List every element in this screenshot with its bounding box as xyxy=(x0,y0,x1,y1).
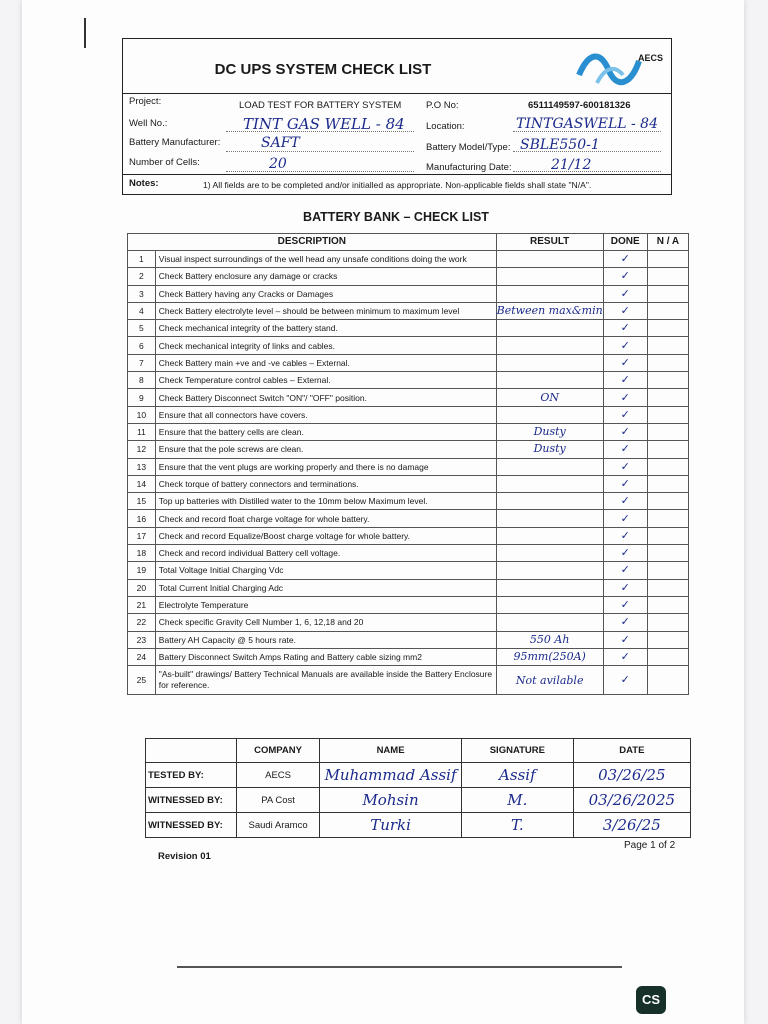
row-result xyxy=(496,579,603,596)
signoff-name: Muhammad Assif xyxy=(320,763,462,788)
row-done-check: ✓ xyxy=(603,666,647,695)
row-result: Dusty xyxy=(496,441,603,458)
row-na xyxy=(647,320,688,337)
col-na: N / A xyxy=(647,234,688,251)
row-na xyxy=(647,596,688,613)
row-number: 4 xyxy=(128,302,156,319)
row-done-check: ✓ xyxy=(603,337,647,354)
checklist-row xyxy=(128,285,689,302)
row-number: 8 xyxy=(128,372,156,389)
checklist-row xyxy=(128,337,689,354)
row-result xyxy=(496,545,603,562)
location-value: TINTGASWELL - 84 xyxy=(516,116,658,132)
row-na xyxy=(647,441,688,458)
checklist-row xyxy=(128,320,689,337)
row-result xyxy=(496,458,603,475)
checklist-row xyxy=(128,372,689,389)
row-done-check: ✓ xyxy=(603,493,647,510)
signoff-signature: T. xyxy=(462,813,574,838)
row-result: Between max&min xyxy=(496,302,603,319)
row-done-check: ✓ xyxy=(603,423,647,440)
row-na xyxy=(647,545,688,562)
row-description: Top up batteries with Distilled water to the 10mm below Maximum level. xyxy=(155,493,496,510)
document-page xyxy=(22,0,744,1024)
row-number: 15 xyxy=(128,493,156,510)
row-result: 95mm(250A) xyxy=(496,648,603,665)
row-done-check: ✓ xyxy=(603,406,647,423)
row-done-check: ✓ xyxy=(603,441,647,458)
checklist-row xyxy=(128,493,689,510)
model-label: Battery Model/Type: xyxy=(426,142,511,153)
row-na xyxy=(647,648,688,665)
row-number: 11 xyxy=(128,423,156,440)
col-description: DESCRIPTION xyxy=(128,234,497,251)
row-description: Check Temperature control cables – External. xyxy=(155,372,496,389)
row-done-check: ✓ xyxy=(603,389,647,406)
revision-label: Revision 01 xyxy=(158,851,211,862)
row-description: Check and record individual Battery cell voltage. xyxy=(155,545,496,562)
row-description: Check mechanical integrity of the battery stand. xyxy=(155,320,496,337)
row-result: 550 Ah xyxy=(496,631,603,648)
checklist-row xyxy=(128,579,689,596)
project-value: LOAD TEST FOR BATTERY SYSTEM xyxy=(239,100,402,111)
row-result xyxy=(496,562,603,579)
signoff-signature: Assif xyxy=(462,763,574,788)
row-number: 7 xyxy=(128,354,156,371)
row-na xyxy=(647,406,688,423)
row-result: Not avilable xyxy=(496,666,603,695)
row-number: 13 xyxy=(128,458,156,475)
row-result xyxy=(496,527,603,544)
mfg-date-value: 21/12 xyxy=(551,157,592,173)
mfg-date-label: Manufacturing Date: xyxy=(426,162,512,173)
manufacturer-value: SAFT xyxy=(261,135,300,151)
row-na xyxy=(647,527,688,544)
row-done-check: ✓ xyxy=(603,302,647,319)
row-done-check: ✓ xyxy=(603,251,647,268)
row-na xyxy=(647,389,688,406)
checklist-row xyxy=(128,648,689,665)
checklist-row xyxy=(128,527,689,544)
logo-text: AECS xyxy=(638,53,664,63)
signoff-date: 03/26/2025 xyxy=(573,788,690,813)
signoff-role: TESTED BY: xyxy=(146,763,237,788)
row-done-check: ✓ xyxy=(603,562,647,579)
row-done-check: ✓ xyxy=(603,596,647,613)
po-value: 6511149597-600181326 xyxy=(528,100,631,111)
row-na xyxy=(647,423,688,440)
row-description: Battery Disconnect Switch Amps Rating and Battery cable sizing mm2 xyxy=(155,648,496,665)
row-description: Check torque of battery connectors and terminations. xyxy=(155,475,496,492)
row-result xyxy=(496,493,603,510)
row-description: Visual inspect surroundings of the well head any unsafe conditions doing the work xyxy=(155,251,496,268)
header-box xyxy=(122,38,672,195)
row-description: Check Battery Disconnect Switch "ON"/ "OFF" position. xyxy=(155,389,496,406)
row-done-check: ✓ xyxy=(603,475,647,492)
col-date: DATE xyxy=(573,739,690,763)
row-done-check: ✓ xyxy=(603,648,647,665)
row-result: Dusty xyxy=(496,423,603,440)
checklist-row xyxy=(128,302,689,319)
row-done-check: ✓ xyxy=(603,372,647,389)
signoff-date: 3/26/25 xyxy=(573,813,690,838)
row-number: 17 xyxy=(128,527,156,544)
row-description: Electrolyte Temperature xyxy=(155,596,496,613)
row-number: 18 xyxy=(128,545,156,562)
row-result xyxy=(496,251,603,268)
row-description: Ensure that the pole screws are clean. xyxy=(155,441,496,458)
row-number: 24 xyxy=(128,648,156,665)
row-description: Battery AH Capacity @ 5 hours rate. xyxy=(155,631,496,648)
location-label: Location: xyxy=(426,121,465,132)
row-description: Check specific Gravity Cell Number 1, 6, 12,18 and 20 xyxy=(155,614,496,631)
col-company: COMPANY xyxy=(237,739,320,763)
row-done-check: ✓ xyxy=(603,527,647,544)
row-done-check: ✓ xyxy=(603,285,647,302)
row-number: 21 xyxy=(128,596,156,613)
row-na xyxy=(647,458,688,475)
signoff-signature: M. xyxy=(462,788,574,813)
row-result xyxy=(496,354,603,371)
divider xyxy=(177,966,622,968)
row-result xyxy=(496,596,603,613)
signoff-row xyxy=(146,813,691,838)
row-result xyxy=(496,614,603,631)
row-result xyxy=(496,475,603,492)
row-na xyxy=(647,354,688,371)
battery-checklist-table xyxy=(127,233,689,695)
row-na xyxy=(647,251,688,268)
row-number: 16 xyxy=(128,510,156,527)
row-result xyxy=(496,406,603,423)
row-result xyxy=(496,372,603,389)
row-number: 5 xyxy=(128,320,156,337)
row-number: 12 xyxy=(128,441,156,458)
row-done-check: ✓ xyxy=(603,320,647,337)
row-description: Check and record Equalize/Boost charge voltage for whole battery. xyxy=(155,527,496,544)
row-na xyxy=(647,510,688,527)
checklist-row xyxy=(128,545,689,562)
checklist-row xyxy=(128,510,689,527)
row-description: Check Battery enclosure any damage or cracks xyxy=(155,268,496,285)
col-name: NAME xyxy=(320,739,462,763)
col-done: DONE xyxy=(603,234,647,251)
signoff-name: Mohsin xyxy=(320,788,462,813)
signoff-date: 03/26/25 xyxy=(573,763,690,788)
checklist-row xyxy=(128,389,689,406)
row-result xyxy=(496,510,603,527)
col-signature: SIGNATURE xyxy=(462,739,574,763)
checklist-row xyxy=(128,251,689,268)
signoff-table xyxy=(145,738,691,838)
row-number: 3 xyxy=(128,285,156,302)
signoff-row xyxy=(146,788,691,813)
notes-text: 1) All fields are to be completed and/or initialled as appropriate. Non-applicable fields shall state "N/A". xyxy=(203,180,592,190)
signoff-name: Turki xyxy=(320,813,462,838)
row-description: Check Battery main +ve and -ve cables – External. xyxy=(155,354,496,371)
checklist-row xyxy=(128,458,689,475)
signoff-company: AECS xyxy=(237,763,320,788)
row-na xyxy=(647,302,688,319)
checklist-row xyxy=(128,423,689,440)
row-description: Ensure that all connectors have covers. xyxy=(155,406,496,423)
aecs-logo-icon xyxy=(575,45,663,91)
row-done-check: ✓ xyxy=(603,268,647,285)
row-number: 23 xyxy=(128,631,156,648)
row-done-check: ✓ xyxy=(603,631,647,648)
row-na xyxy=(647,631,688,648)
row-description: Total Current Initial Charging Adc xyxy=(155,579,496,596)
row-number: 9 xyxy=(128,389,156,406)
row-description: "As-built" drawings/ Battery Technical Manuals are available inside the Battery Enclosure for reference. xyxy=(155,666,496,695)
row-na xyxy=(647,562,688,579)
section-title: BATTERY BANK – CHECK LIST xyxy=(303,210,489,224)
signoff-row xyxy=(146,763,691,788)
col-result: RESULT xyxy=(496,234,603,251)
signoff-role: WITNESSED BY: xyxy=(146,788,237,813)
row-done-check: ✓ xyxy=(603,510,647,527)
checklist-row xyxy=(128,268,689,285)
row-result xyxy=(496,285,603,302)
well-value: TINT GAS WELL - 84 xyxy=(243,115,405,133)
row-done-check: ✓ xyxy=(603,614,647,631)
row-description: Check mechanical integrity of links and cables. xyxy=(155,337,496,354)
checklist-row xyxy=(128,475,689,492)
row-number: 10 xyxy=(128,406,156,423)
row-result xyxy=(496,320,603,337)
document-title: DC UPS SYSTEM CHECK LIST xyxy=(214,61,432,78)
row-done-check: ✓ xyxy=(603,579,647,596)
row-na xyxy=(647,614,688,631)
row-result: ON xyxy=(496,389,603,406)
manufacturer-label: Battery Manufacturer: xyxy=(129,137,221,148)
row-na xyxy=(647,666,688,695)
checklist-row xyxy=(128,406,689,423)
row-description: Ensure that the vent plugs are working properly and there is no damage xyxy=(155,458,496,475)
row-na xyxy=(647,337,688,354)
row-na xyxy=(647,372,688,389)
row-description: Ensure that the battery cells are clean. xyxy=(155,423,496,440)
checklist-row xyxy=(128,666,689,695)
cells-value: 20 xyxy=(269,156,287,172)
row-description: Check Battery having any Cracks or Damages xyxy=(155,285,496,302)
checklist-row xyxy=(128,562,689,579)
checklist-row xyxy=(128,441,689,458)
row-number: 6 xyxy=(128,337,156,354)
margin-mark xyxy=(84,18,86,48)
checklist-row xyxy=(128,354,689,371)
row-description: Check and record float charge voltage for whole battery. xyxy=(155,510,496,527)
row-number: 14 xyxy=(128,475,156,492)
signoff-company: PA Cost xyxy=(237,788,320,813)
checklist-row xyxy=(128,614,689,631)
row-number: 20 xyxy=(128,579,156,596)
row-na xyxy=(647,268,688,285)
row-result xyxy=(496,268,603,285)
notes-label: Notes: xyxy=(129,178,159,189)
row-done-check: ✓ xyxy=(603,354,647,371)
row-number: 25 xyxy=(128,666,156,695)
row-na xyxy=(647,475,688,492)
row-number: 1 xyxy=(128,251,156,268)
row-na xyxy=(647,579,688,596)
signoff-company: Saudi Aramco xyxy=(237,813,320,838)
row-number: 2 xyxy=(128,268,156,285)
checklist-row xyxy=(128,631,689,648)
project-label: Project: xyxy=(129,96,162,107)
po-label: P.O No: xyxy=(426,100,459,111)
row-na xyxy=(647,493,688,510)
row-done-check: ✓ xyxy=(603,458,647,475)
row-result xyxy=(496,337,603,354)
row-description: Total Voltage Initial Charging Vdc xyxy=(155,562,496,579)
scanner-badge[interactable]: CS xyxy=(636,986,666,1014)
model-value: SBLE550-1 xyxy=(520,137,600,153)
row-number: 19 xyxy=(128,562,156,579)
row-number: 22 xyxy=(128,614,156,631)
signoff-role: WITNESSED BY: xyxy=(146,813,237,838)
row-description: Check Battery electrolyte level – should be between minimum to maximum level xyxy=(155,302,496,319)
well-label: Well No.: xyxy=(129,118,168,129)
checklist-row xyxy=(128,596,689,613)
page-number: Page 1 of 2 xyxy=(624,840,676,851)
row-done-check: ✓ xyxy=(603,545,647,562)
row-na xyxy=(647,285,688,302)
cells-label: Number of Cells: xyxy=(129,157,200,168)
